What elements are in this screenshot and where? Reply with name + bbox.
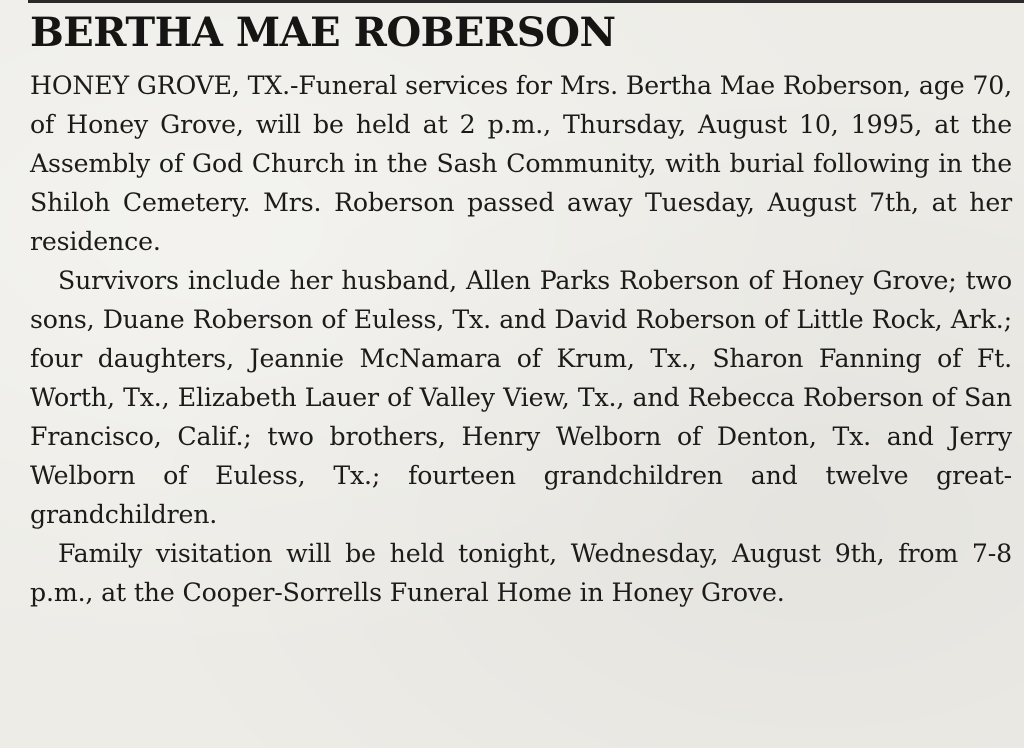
top-rule (28, 0, 1024, 3)
obituary-body (30, 66, 1012, 612)
obituary-headline: BERTHA MAE ROBERSON (30, 9, 616, 56)
paragraph-visitation: Family visitation will be held tonight, Wednesday, August 9th, from 7-8 p.m., at the Cooper-Sorrells Funeral Home in Honey Grove. (30, 539, 1012, 607)
paragraph-funeral-services: HONEY GROVE, TX.-Funeral services for Mrs. Bertha Mae Roberson, age 70, of Honey Grove, will be held at 2 p.m., Thursday, August 10, 1995, at the Assembly of God Church in the Sash Community, with burial following in the Shiloh Cemetery. Mrs. Roberson passed away Tuesday, August 7th, at her residence. (30, 71, 1012, 256)
paragraph-survivors: Survivors include her husband, Allen Parks Roberson of Honey Grove; two sons, Duane Roberson of Euless, Tx. and David Roberson of Little Rock, Ark.; four daughters, Jeannie McNamara of Krum, Tx., Sharon Fanning of Ft. Worth, Tx., Elizabeth Lauer of Valley View, Tx., and Rebecca Roberson of San Francisco, Calif.; two brothers, Henry Welborn of Denton, Tx. and Jerry Welborn of Euless, Tx.; fourteen grandchildren and twelve great-grandchildren. (30, 266, 1012, 529)
